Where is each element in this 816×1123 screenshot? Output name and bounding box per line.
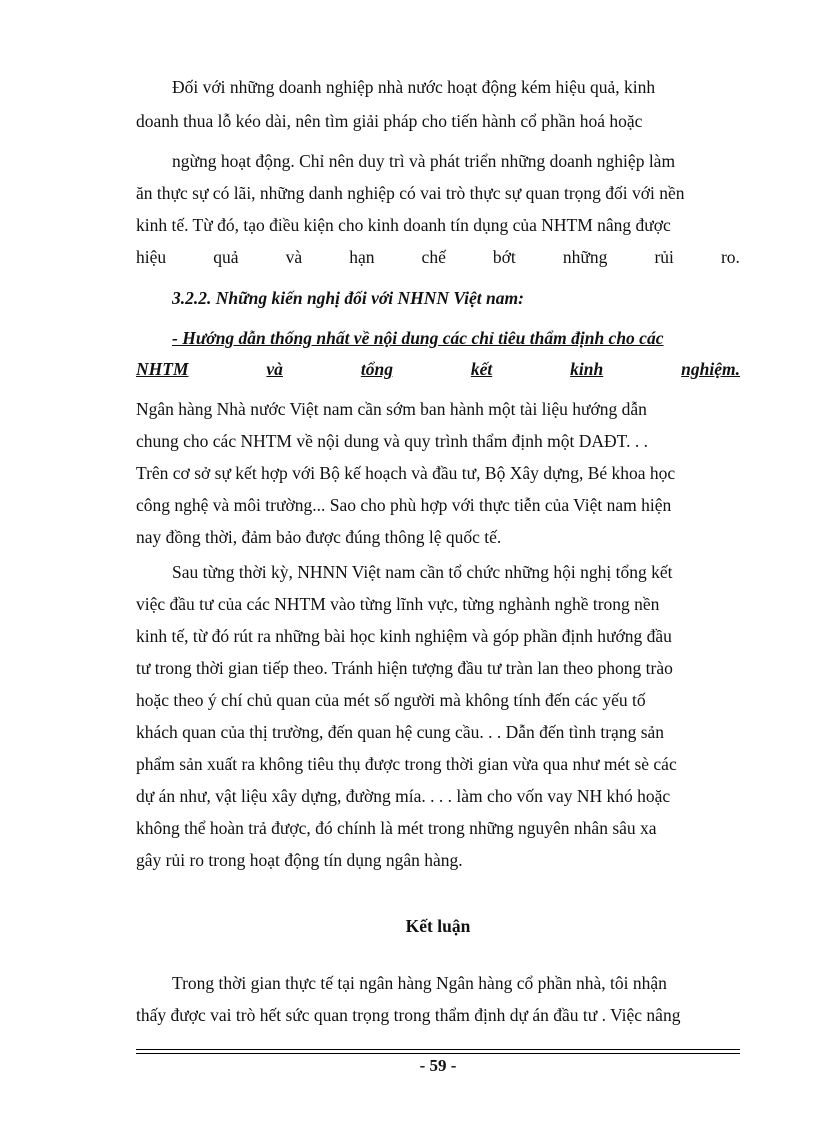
text-line: phẩm sản xuất ra không tiêu thụ được trong thời gian vừa qua như mét sè các [136, 754, 677, 774]
text-line: nay đồng thời, đảm bảo được đúng thông lệ quốc tế. [136, 527, 502, 547]
word: nghiệm. [681, 359, 740, 379]
subsection-heading-line2 [136, 358, 740, 380]
word: kết [470, 359, 493, 379]
word: và [266, 359, 283, 379]
text-line: tư trong thời gian tiếp theo. Tránh hiện tượng đầu tư tràn lan theo phong trào [136, 658, 673, 678]
text-line: Trên cơ sở sự kết hợp với Bộ kế hoạch và đầu tư, Bộ Xây dựng, Bé khoa học [136, 463, 676, 483]
footer-rule [136, 1049, 740, 1050]
text-line: Ngân hàng Nhà nước Việt nam cần sớm ban hành một tài liệu hướng dẫn [136, 399, 647, 419]
word: chế [421, 247, 446, 267]
text-line: doanh thua lỗ kéo dài, nên tìm giải pháp cho tiến hành cổ phần hoá hoặc [136, 111, 643, 131]
text-line: kinh tế. Từ đó, tạo điều kiện cho kinh doanh tín dụng của NHTM nâng được [136, 215, 671, 235]
text-line: dự án như, vật liệu xây dựng, đường mía. . . . làm cho vốn vay NH khó hoặc [136, 786, 671, 806]
text-line: gây rủi ro trong hoạt động tín dụng ngân hàng. [136, 850, 463, 870]
text-line: không thể hoàn trả được, đó chính là mét trong những nguyên nhân sâu xa [136, 818, 657, 838]
text-line: công nghệ và môi trường... Sao cho phù hợp với thực tiễn của Việt nam hiện [136, 495, 672, 515]
word: kinh [570, 359, 604, 379]
word: tổng [360, 359, 393, 379]
word: ro. [720, 247, 740, 267]
word: những [562, 247, 608, 267]
text-line: chung cho các NHTM về nội dung và quy trình thẩm định một DAĐT. . . [136, 431, 648, 451]
section-heading: 3.2.2. Những kiến nghị đối với NHNN Việt nam: [172, 288, 524, 308]
word: hiệu [136, 247, 167, 267]
word: bớt [492, 247, 516, 267]
text-line: thấy được vai trò hết sức quan trọng trong thẩm định dự án đầu tư . Việc nâng [136, 1005, 681, 1025]
subsection-heading: - Hướng dẫn thống nhất về nội dung các chỉ tiêu thẩm định cho các [172, 328, 664, 348]
word: rủi [654, 247, 674, 267]
text-line: Sau từng thời kỳ, NHNN Việt nam cần tổ chức những hội nghị tổng kết [172, 562, 673, 582]
word: NHTM [136, 359, 189, 379]
word: hạn [349, 247, 375, 267]
footer-rule [136, 1053, 740, 1054]
text-line: Trong thời gian thực tế tại ngân hàng Ngân hàng cổ phần nhà, tôi nhận [172, 973, 667, 993]
text-line: ngừng hoạt động. Chỉ nên duy trì và phát triển những doanh nghiệp làm [172, 151, 676, 171]
word: và [285, 247, 303, 267]
justified-line [136, 246, 740, 268]
text-line: ăn thực sự có lãi, những danh nghiệp có vai trò thực sự quan trọng đối với nền [136, 183, 685, 203]
text-line: khách quan của thị trường, đến quan hệ cung cầu. . . Dẫn đến tình trạng sản [136, 722, 665, 742]
conclusion-title: Kết luận [405, 916, 471, 936]
text-line: việc đầu tư của các NHTM vào từng lĩnh vực, từng nghành nghề trong nền [136, 594, 660, 614]
text-line: Đối với những doanh nghiệp nhà nước hoạt động kém hiệu quả, kinh [172, 77, 656, 97]
page-number: - 59 - [419, 1056, 457, 1075]
text-line: kinh tế, từ đó rút ra những bài học kinh nghiệm và góp phần định hướng đầu [136, 626, 672, 646]
word: quả [213, 247, 239, 267]
text-line: hoặc theo ý chí chủ quan của mét số người mà không tính đến các yếu tố [136, 690, 646, 710]
